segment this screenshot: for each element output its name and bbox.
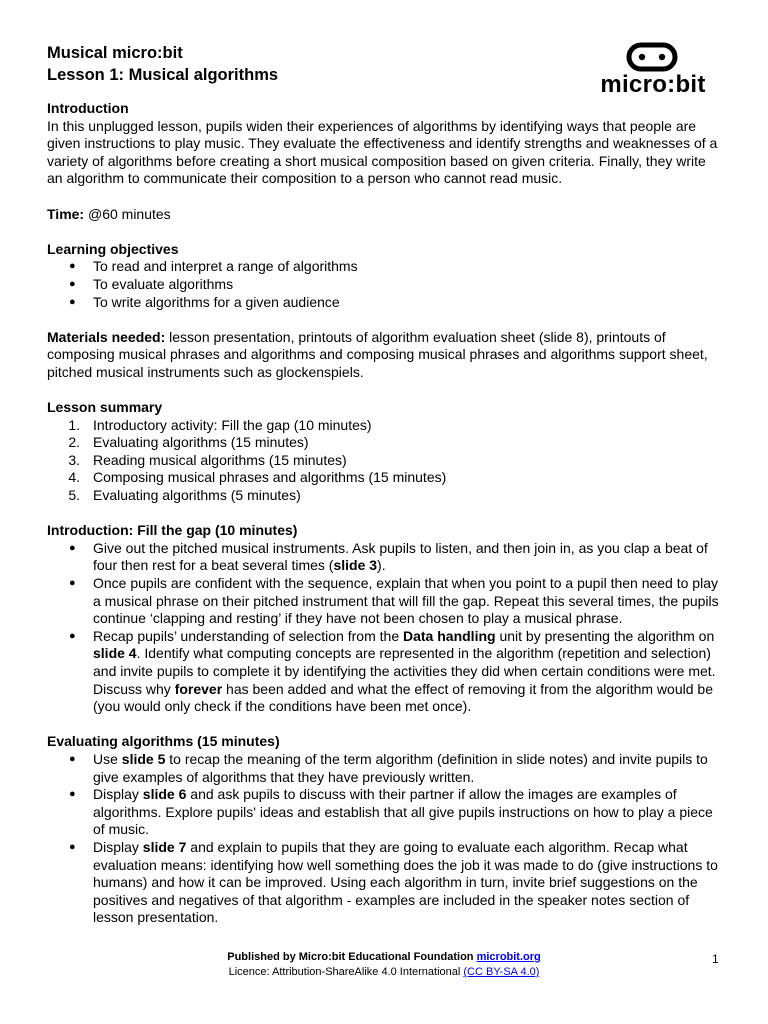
- slide-reference: slide 7: [142, 838, 187, 855]
- time-label: Time:: [47, 205, 85, 222]
- list-item-text: To evaluate algorithms: [93, 275, 234, 292]
- microbit-link[interactable]: microbit.org: [476, 951, 541, 963]
- materials-paragraph: [47, 329, 725, 382]
- text-run: Recap pupils’ understanding of selection from the: [93, 627, 403, 644]
- publisher-line: [0, 950, 768, 965]
- bullet-icon: ●: [69, 260, 76, 273]
- text-run: Once pupils are confident with the sequence, explain that when you point to a pupil then need to play a musical phrase on their pitched instrument that will fill the gap. Repeat this several times, the pupils continue ‘clapping and resting’ if they have not been chosen to play a musical phrase.: [93, 575, 719, 627]
- list-item: [47, 294, 725, 312]
- bullet-icon: ●: [69, 840, 76, 853]
- text-run: unit by presenting the algorithm on: [495, 627, 715, 644]
- document-title: Musical micro:bit: [47, 44, 183, 62]
- lesson-title: Lesson 1: Musical algorithms: [47, 66, 279, 84]
- objectives-list: [47, 258, 725, 311]
- text-run: Display: [93, 786, 143, 803]
- keyword: forever: [174, 680, 223, 697]
- licence-text: Licence: Attribution-ShareAlike 4.0 International: [228, 966, 464, 978]
- licence-line: [0, 965, 768, 980]
- bullet-icon: ●: [69, 752, 76, 765]
- objectives-heading: Learning objectives: [47, 240, 179, 257]
- publisher-text: Published by Micro:bit Educational Foundation: [227, 951, 477, 963]
- list-item: [47, 786, 725, 839]
- list-number: 4.: [68, 469, 80, 486]
- list-number: 1.: [68, 416, 80, 433]
- page-footer: [0, 950, 768, 980]
- slide-reference: slide 4: [93, 645, 137, 662]
- list-number: 5.: [68, 487, 80, 504]
- bullet-icon: ●: [69, 541, 76, 554]
- list-number: 3.: [68, 451, 80, 468]
- fill-gap-heading: Introduction: Fill the gap (10 minutes): [47, 522, 298, 539]
- slide-reference: slide 5: [121, 750, 166, 767]
- list-number: 2.: [68, 434, 80, 451]
- bullet-icon: ●: [69, 295, 76, 308]
- materials-text: lesson presentation, printouts of algorithm evaluation sheet (slide 8), printouts of composing musical phrases and algorithms and composing musical phrases and algorithms support sheet, pitched musical instruments such as glockenspiels.: [47, 328, 708, 380]
- list-item-text: Introductory activity: Fill the gap (10 minutes): [93, 416, 372, 433]
- text-run: Display: [93, 838, 143, 855]
- evaluating-heading: Evaluating algorithms (15 minutes): [47, 733, 280, 750]
- introduction-heading: Introduction: [47, 100, 129, 116]
- text-run: Give out the pitched musical instruments. Ask pupils to listen, and then join in, as you clap a beat of four then rest for a beat several times (: [93, 539, 708, 574]
- time-value: @60 minutes: [84, 205, 171, 222]
- bullet-icon: ●: [69, 788, 76, 801]
- document-page: [47, 42, 725, 927]
- list-item: [47, 487, 725, 505]
- fill-gap-list: [47, 540, 725, 716]
- bullet-icon: ●: [69, 277, 76, 290]
- summary-list: [47, 417, 725, 505]
- licence-link[interactable]: (CC BY-SA 4.0): [463, 966, 540, 978]
- slide-reference: slide 6: [142, 786, 187, 803]
- logo-text: micro:bit: [600, 71, 706, 98]
- page-number: 1: [712, 952, 719, 966]
- materials-label: Materials needed:: [47, 328, 166, 345]
- list-item: [47, 628, 725, 716]
- text-run: . Identify what computing concepts are represented in the algorithm (repetition and selection) and invite pupils to complete it by identifying the activities they did when certain conditions were met. Discuss why: [93, 645, 716, 697]
- text-run: and ask pupils to discuss with their partner if allow the images are examples of algorithms. Explore pupils' ideas and establish that all give pupils instructions on how to play a piece of music.: [93, 786, 713, 838]
- evaluating-list: [47, 751, 725, 927]
- list-item-text: Evaluating algorithms (5 minutes): [93, 487, 301, 504]
- list-item: [47, 417, 725, 435]
- list-item-text: To write algorithms for a given audience: [93, 293, 340, 310]
- unit-reference: Data handling: [403, 627, 496, 644]
- summary-heading: Lesson summary: [47, 399, 163, 416]
- list-item-text: Evaluating algorithms (15 minutes): [93, 434, 309, 451]
- bullet-icon: ●: [69, 577, 76, 590]
- list-item: [47, 452, 725, 470]
- slide-reference: slide 3: [333, 557, 378, 574]
- list-item: [47, 575, 725, 628]
- list-item: [47, 434, 725, 452]
- list-item-text: Composing musical phrases and algorithms (15 minutes): [93, 469, 447, 486]
- text-run: ).: [377, 557, 386, 574]
- text-run: has been added and what the effect of removing it from the algorithm would be (you would only check if the conditions have been met once).: [93, 680, 713, 715]
- list-item: [47, 751, 725, 786]
- list-item: [47, 540, 725, 575]
- list-item: [47, 258, 725, 276]
- text-run: and explain to pupils that they are going to evaluate each algorithm. Recap what evaluation means: identifying how well something does the job it was made to do (give instructions to humans) and how it can be improved. Using each algorithm in turn, invite brief suggestions on the positives and negatives of that algorithm - examples are included in the speaker notes section of lesson presentation.: [93, 838, 718, 926]
- list-item-text: To read and interpret a range of algorithms: [93, 258, 358, 275]
- list-item-text: Reading musical algorithms (15 minutes): [93, 451, 347, 468]
- time-line: [47, 206, 725, 224]
- list-item: [47, 839, 725, 927]
- text-run: to recap the meaning of the term algorithm (definition in slide notes) and invite pupils to give examples of algorithms that they have previously written.: [93, 750, 708, 785]
- list-item: [47, 276, 725, 294]
- text-run: Use: [93, 750, 122, 767]
- list-item: [47, 469, 725, 487]
- bullet-icon: ●: [69, 629, 76, 642]
- introduction-text: In this unplugged lesson, pupils widen their experiences of algorithms by identifying ways that people are given instructions to play music. They evaluate the effectiveness and identify strengths and weaknesses of a variety of algorithms before creating a short musical composition based on given criteria. Finally, they write an algorithm to communicate their composition to a person who cannot read music.: [47, 117, 718, 187]
